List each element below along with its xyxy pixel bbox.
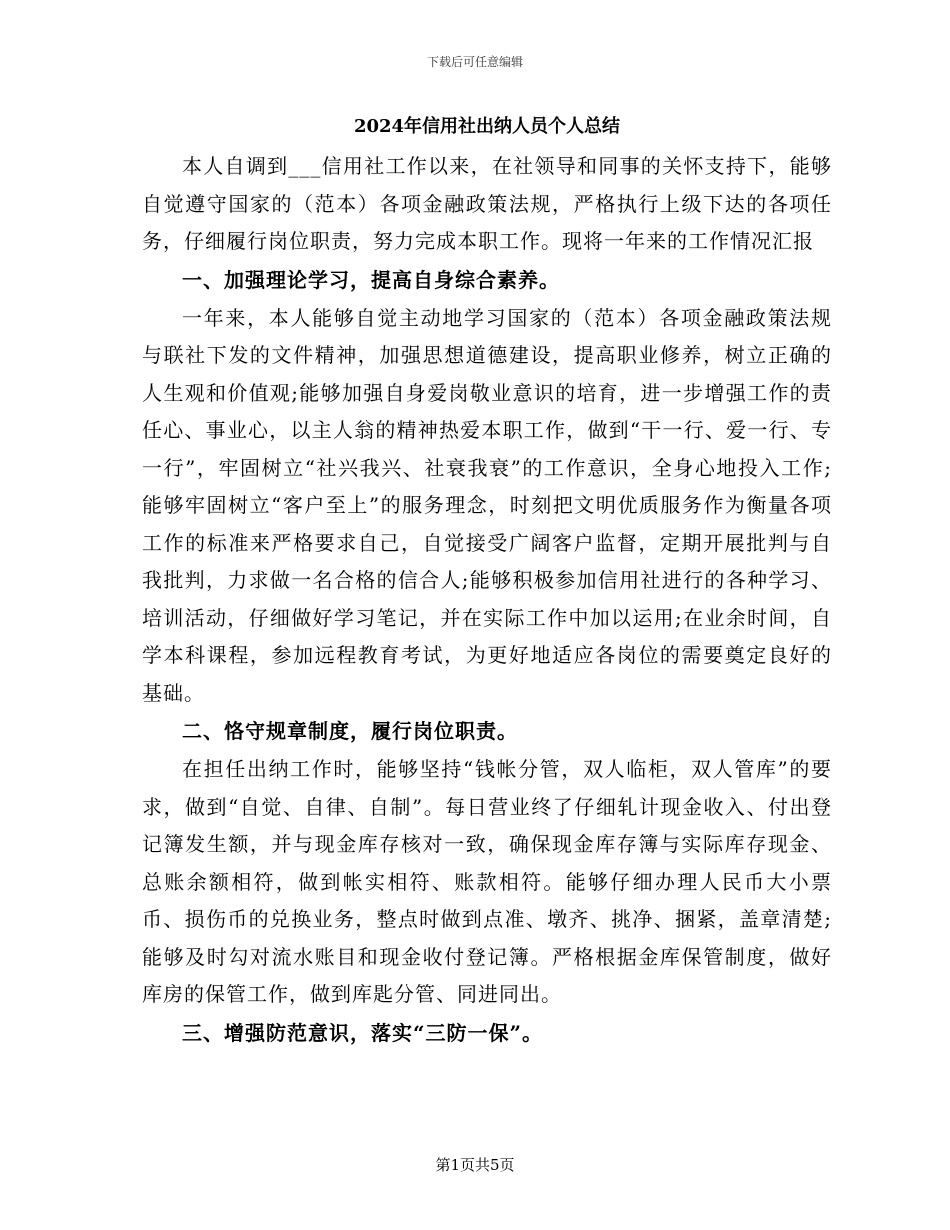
- section-1-heading: 一、加强理论学习，提高自身综合素养。: [182, 267, 560, 292]
- page-number: 第1页共5页: [435, 1156, 515, 1174]
- section-3-heading: 三、增强防范意识，落实“三防一保”。: [182, 1020, 544, 1045]
- document-body: [142, 112, 832, 1053]
- section-2-body: 在担任出纳工作时，能够坚持“钱帐分管，双人临柜，双人管库”的要求，做到“自觉、自律、自制”。每日营业终了仔细轧计现金收入、付出登记簿发生额，并与现金库存核对一致，确保现金库存簿与实际库存现金、总账余额相符，做到帐实相符、账款相符。能够仔细办理人民币大小票币、损伤币的兑换业务，整点时做到点准、墩齐、挑净、捆紧，盖章清楚;能够及时勾对流水账目和现金收付登记簿。严格根据金库保管制度，做好库房的保管工作，做到库匙分管、同进同出。: [142, 757, 832, 1006]
- document-title: 2024年信用社出纳人员个人总结: [353, 116, 621, 137]
- section-1-body: 一年来，本人能够自觉主动地学习国家的（范本）各项金融政策法规与联社下发的文件精神，加强思想道德建设，提高职业修养，树立正确的人生观和价值观;能够加强自身爱岗敬业意识的培育，进一步增强工作的责任心、事业心，以主人翁的精神热爱本职工作，做到“干一行、爱一行、专一行”，牢固树立“社兴我兴、社衰我衰”的工作意识，全身心地投入工作;能够牢固树立“客户至上”的服务理念，时刻把文明优质服务作为衡量各项工作的标准来严格要求自己，自觉接受广阔客户监督，定期开展批判与自我批判，力求做一名合格的信合人;能够积极参加信用社进行的各种学习、培训活动，仔细做好学习笔记，并在实际工作中加以运用;在业余时间，自学本科课程，参加远程教育考试，为更好地适应各岗位的需要奠定良好的基础。: [142, 305, 832, 705]
- intro-paragraph: 本人自调到___信用社工作以来，在社领导和同事的关怀支持下，能够自觉遵守国家的（范本）各项金融政策法规，严格执行上级下达的各项任务，仔细履行岗位职责，努力完成本职工作。现将一年来的工作情况汇报: [142, 154, 832, 253]
- section-2-heading: 二、恪守规章制度，履行岗位职责。: [182, 719, 518, 743]
- header-note: 下载后可任意编辑: [426, 55, 523, 69]
